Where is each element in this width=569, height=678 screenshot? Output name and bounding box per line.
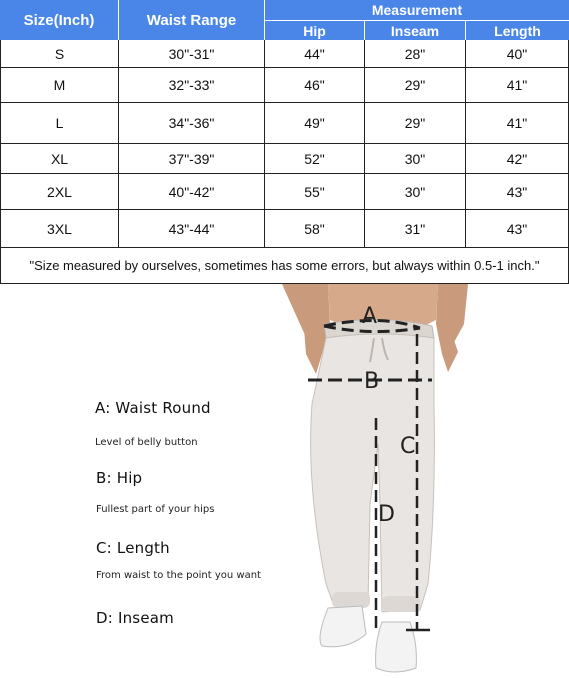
cell-waist: 43"-44" — [119, 210, 265, 247]
label-b-hip: B — [364, 369, 380, 394]
cell-size: 3XL — [0, 210, 119, 247]
size-disclaimer-note: "Size measured by ourselves, sometimes has some errors, but always within 0.5-1 inch." — [0, 248, 569, 284]
header-size: Size(Inch) — [0, 0, 119, 40]
cell-inseam: 29" — [365, 103, 466, 143]
header-length: Length — [466, 21, 569, 40]
table-header — [0, 0, 569, 40]
cell-length: 41" — [466, 103, 569, 143]
legend-length-title: C: Length — [96, 539, 170, 557]
cell-inseam: 31" — [365, 210, 466, 247]
cell-inseam: 30" — [365, 144, 466, 173]
table-row — [0, 40, 569, 68]
cell-waist: 37"-39" — [119, 144, 265, 173]
label-d-inseam: D — [378, 502, 395, 527]
table-row — [0, 210, 569, 248]
cell-hip: 55" — [265, 174, 365, 209]
cell-size: S — [0, 40, 119, 67]
cell-waist: 34"-36" — [119, 103, 265, 143]
cell-size: XL — [0, 144, 119, 173]
header-hip: Hip — [265, 21, 365, 40]
legend-length-desc: From waist to the point you want — [96, 570, 261, 581]
cell-hip: 44" — [265, 40, 365, 67]
cell-hip: 49" — [265, 103, 365, 143]
cell-inseam: 30" — [365, 174, 466, 209]
header-waist-range: Waist Range — [119, 0, 265, 40]
legend-inseam-title: D: Inseam — [96, 609, 174, 627]
cell-waist: 32"-33" — [119, 68, 265, 102]
cell-size: L — [0, 103, 119, 143]
label-c-length: C — [400, 434, 416, 459]
cell-inseam: 28" — [365, 40, 466, 67]
table-row — [0, 68, 569, 103]
header-inseam: Inseam — [365, 21, 466, 40]
cell-waist: 30"-31" — [119, 40, 265, 67]
cell-hip: 46" — [265, 68, 365, 102]
legend-hip-title: B: Hip — [96, 469, 143, 487]
cell-size: 2XL — [0, 174, 119, 209]
label-a-waist: A — [362, 304, 378, 329]
table-row — [0, 144, 569, 174]
legend-waist-title: A: Waist Round — [95, 399, 211, 417]
cell-inseam: 29" — [365, 68, 466, 102]
cell-waist: 40"-42" — [119, 174, 265, 209]
left-shoe — [320, 606, 366, 647]
cell-length: 41" — [466, 68, 569, 102]
cell-length: 40" — [466, 40, 569, 67]
legend-waist-desc: Level of belly button — [95, 437, 198, 448]
legend-hip-desc: Fullest part of your hips — [96, 504, 215, 515]
header-measurement: Measurement — [265, 0, 569, 21]
pants-model-figure — [270, 284, 569, 678]
cell-hip: 52" — [265, 144, 365, 173]
table-row — [0, 174, 569, 210]
cell-length: 43" — [466, 174, 569, 209]
cell-length: 43" — [466, 210, 569, 247]
cell-length: 42" — [466, 144, 569, 173]
pants-illustration — [270, 284, 569, 678]
cell-hip: 58" — [265, 210, 365, 247]
cell-size: M — [0, 68, 119, 102]
table-row — [0, 103, 569, 144]
